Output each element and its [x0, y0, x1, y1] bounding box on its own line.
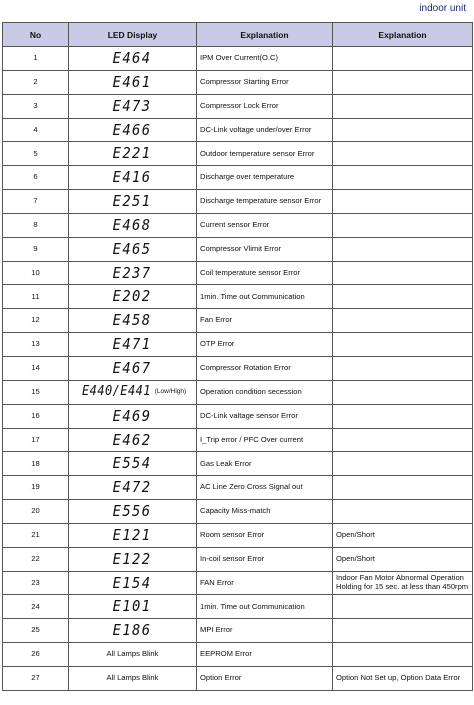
explanation-cell: Room sensor Error — [197, 523, 333, 547]
explanation-2-cell: Open/Short — [333, 547, 473, 571]
led-code: E101 — [113, 597, 152, 616]
row-number: 27 — [3, 666, 69, 690]
led-note: (Low/High) — [154, 387, 187, 395]
table-header-row — [3, 23, 473, 47]
table-row — [3, 476, 473, 500]
error-code-table — [2, 22, 473, 691]
explanation-2-cell — [333, 285, 473, 309]
led-code: E466 — [113, 120, 152, 139]
led-code: E202 — [113, 287, 152, 306]
explanation-2-cell — [333, 643, 473, 667]
led-code: All Lamps Blink — [106, 673, 159, 683]
explanation-2-cell — [333, 142, 473, 166]
explanation-cell: Compressor Starting Error — [197, 70, 333, 94]
led-display-cell — [69, 142, 197, 166]
led-display-cell — [69, 380, 197, 404]
explanation-cell: Coil temperature sensor Error — [197, 261, 333, 285]
row-number: 20 — [3, 500, 69, 524]
explanation-2-cell — [333, 166, 473, 190]
table-row — [3, 643, 473, 667]
led-display-cell — [69, 643, 197, 667]
led-display-cell — [69, 476, 197, 500]
explanation-cell: Operation condition secession — [197, 380, 333, 404]
led-code: E154 — [113, 573, 152, 592]
header-led-display: LED Display — [69, 23, 197, 47]
row-number: 24 — [3, 595, 69, 619]
led-display-cell — [69, 118, 197, 142]
led-code: E469 — [113, 406, 152, 425]
explanation-2-cell — [333, 118, 473, 142]
table-row — [3, 309, 473, 333]
explanation-2-cell — [333, 333, 473, 357]
led-display-cell — [69, 166, 197, 190]
led-code: E186 — [113, 621, 152, 640]
explanation-2-cell — [333, 380, 473, 404]
explanation-2-cell — [333, 190, 473, 214]
explanation-2-cell — [333, 213, 473, 237]
row-number: 15 — [3, 380, 69, 404]
explanation-2-cell — [333, 261, 473, 285]
explanation-2-cell — [333, 428, 473, 452]
led-code: E251 — [113, 192, 152, 211]
led-display-cell — [69, 333, 197, 357]
explanation-cell: Compressor Vlimit Error — [197, 237, 333, 261]
table-row — [3, 213, 473, 237]
explanation-cell: DC-Link valtage sensor Error — [197, 404, 333, 428]
explanation-cell: I_Trip error / PFC Over current — [197, 428, 333, 452]
table-row — [3, 404, 473, 428]
row-number: 3 — [3, 94, 69, 118]
explanation-cell: 1min. Time out Communication — [197, 595, 333, 619]
explanation-2-cell: Indoor Fan Motor Abnormal Operation Holding for 15 sec. at less than 450rpm — [333, 571, 473, 595]
explanation-2-cell — [333, 404, 473, 428]
header-no: No — [3, 23, 69, 47]
led-display-cell — [69, 595, 197, 619]
explanation-2-cell — [333, 476, 473, 500]
led-code: E464 — [113, 49, 152, 68]
explanation-2-cell — [333, 619, 473, 643]
row-number: 21 — [3, 523, 69, 547]
explanation-2-cell — [333, 595, 473, 619]
explanation-cell: In-coil sensor Error — [197, 547, 333, 571]
table-row — [3, 523, 473, 547]
header-explanation: Explanation — [197, 23, 333, 47]
led-code: E416 — [113, 168, 152, 187]
explanation-cell: Discharge over temperature — [197, 166, 333, 190]
led-code: E554 — [113, 454, 152, 473]
row-number: 7 — [3, 190, 69, 214]
explanation-cell: Discharge temperature sensor Error — [197, 190, 333, 214]
led-display-cell — [69, 404, 197, 428]
led-code: E121 — [113, 525, 152, 544]
table-row — [3, 333, 473, 357]
row-number: 2 — [3, 70, 69, 94]
led-display-cell — [69, 571, 197, 595]
row-number: 9 — [3, 237, 69, 261]
explanation-cell: Fan Error — [197, 309, 333, 333]
row-number: 6 — [3, 166, 69, 190]
explanation-2-cell — [333, 500, 473, 524]
explanation-2-cell — [333, 452, 473, 476]
table-body — [3, 47, 473, 691]
row-number: 16 — [3, 404, 69, 428]
row-number: 5 — [3, 142, 69, 166]
led-display-cell — [69, 523, 197, 547]
row-number: 4 — [3, 118, 69, 142]
table-row — [3, 142, 473, 166]
table-row — [3, 356, 473, 380]
led-code: E468 — [113, 215, 152, 234]
explanation-2-cell — [333, 47, 473, 71]
table-row — [3, 166, 473, 190]
explanation-cell: Gas Leak Error — [197, 452, 333, 476]
row-number: 26 — [3, 643, 69, 667]
led-display-cell — [69, 619, 197, 643]
led-display-cell — [69, 500, 197, 524]
explanation-cell: Compressor Lock Error — [197, 94, 333, 118]
row-number: 22 — [3, 547, 69, 571]
table-row — [3, 237, 473, 261]
table-row — [3, 285, 473, 309]
explanation-cell: IPM Over Current(O.C) — [197, 47, 333, 71]
led-code: E221 — [113, 144, 152, 163]
explanation-cell: Current sensor Error — [197, 213, 333, 237]
row-number: 18 — [3, 452, 69, 476]
table-row — [3, 190, 473, 214]
explanation-cell: DC-Link voltage under/over Error — [197, 118, 333, 142]
row-number: 19 — [3, 476, 69, 500]
table-row — [3, 70, 473, 94]
explanation-cell: 1min. Time out Communication — [197, 285, 333, 309]
led-display-cell — [69, 94, 197, 118]
led-display-cell — [69, 428, 197, 452]
led-code: E471 — [113, 335, 152, 354]
led-display-cell — [69, 190, 197, 214]
row-number: 25 — [3, 619, 69, 643]
led-code: E465 — [113, 239, 152, 258]
unit-label: indoor unit — [419, 3, 466, 14]
explanation-2-cell: Open/Short — [333, 523, 473, 547]
led-code: E458 — [113, 311, 152, 330]
led-display-cell — [69, 261, 197, 285]
row-number: 23 — [3, 571, 69, 595]
explanation-cell: EEPROM Error — [197, 643, 333, 667]
table-row — [3, 595, 473, 619]
row-number: 14 — [3, 356, 69, 380]
explanation-cell: Compressor Rotation Error — [197, 356, 333, 380]
table-row — [3, 619, 473, 643]
led-display-cell — [69, 666, 197, 690]
explanation-2-cell — [333, 309, 473, 333]
explanation-2-cell — [333, 237, 473, 261]
table-row — [3, 571, 473, 595]
table-row — [3, 547, 473, 571]
table-row — [3, 500, 473, 524]
led-display-cell — [69, 213, 197, 237]
table-row — [3, 94, 473, 118]
led-display-cell — [69, 309, 197, 333]
led-code: E473 — [113, 96, 152, 115]
led-display-cell — [69, 452, 197, 476]
led-display-cell — [69, 237, 197, 261]
explanation-cell: Capacity Miss-match — [197, 500, 333, 524]
led-code: E440/E441 — [81, 383, 151, 399]
led-display-cell — [69, 356, 197, 380]
led-code: E462 — [113, 430, 152, 449]
led-code: E461 — [113, 72, 152, 91]
row-number: 8 — [3, 213, 69, 237]
table-row — [3, 47, 473, 71]
led-code: E467 — [113, 359, 152, 378]
explanation-cell: OTP Error — [197, 333, 333, 357]
explanation-cell: Option Error — [197, 666, 333, 690]
led-display-cell — [69, 70, 197, 94]
led-code: E556 — [113, 502, 152, 521]
explanation-2-cell — [333, 70, 473, 94]
explanation-cell: Outdoor temperature sensor Error — [197, 142, 333, 166]
row-number: 17 — [3, 428, 69, 452]
led-code: E237 — [113, 263, 152, 282]
table-row — [3, 452, 473, 476]
row-number: 12 — [3, 309, 69, 333]
table-row — [3, 261, 473, 285]
led-code: All Lamps Blink — [106, 649, 159, 659]
row-number: 13 — [3, 333, 69, 357]
row-number: 10 — [3, 261, 69, 285]
led-display-cell — [69, 285, 197, 309]
explanation-cell: MPI Error — [197, 619, 333, 643]
led-code: E472 — [113, 478, 152, 497]
explanation-2-cell: Option Not Set up, Option Data Error — [333, 666, 473, 690]
table-row — [3, 118, 473, 142]
explanation-2-cell — [333, 94, 473, 118]
explanation-2-cell — [333, 356, 473, 380]
header-explanation-2: Explanation — [333, 23, 473, 47]
explanation-cell: AC Line Zero Cross Signal out — [197, 476, 333, 500]
row-number: 1 — [3, 47, 69, 71]
table-row — [3, 666, 473, 690]
led-display-cell — [69, 47, 197, 71]
table-row — [3, 428, 473, 452]
row-number: 11 — [3, 285, 69, 309]
led-code: E122 — [113, 549, 152, 568]
table-row — [3, 380, 473, 404]
explanation-cell: FAN Error — [197, 571, 333, 595]
led-display-cell — [69, 547, 197, 571]
